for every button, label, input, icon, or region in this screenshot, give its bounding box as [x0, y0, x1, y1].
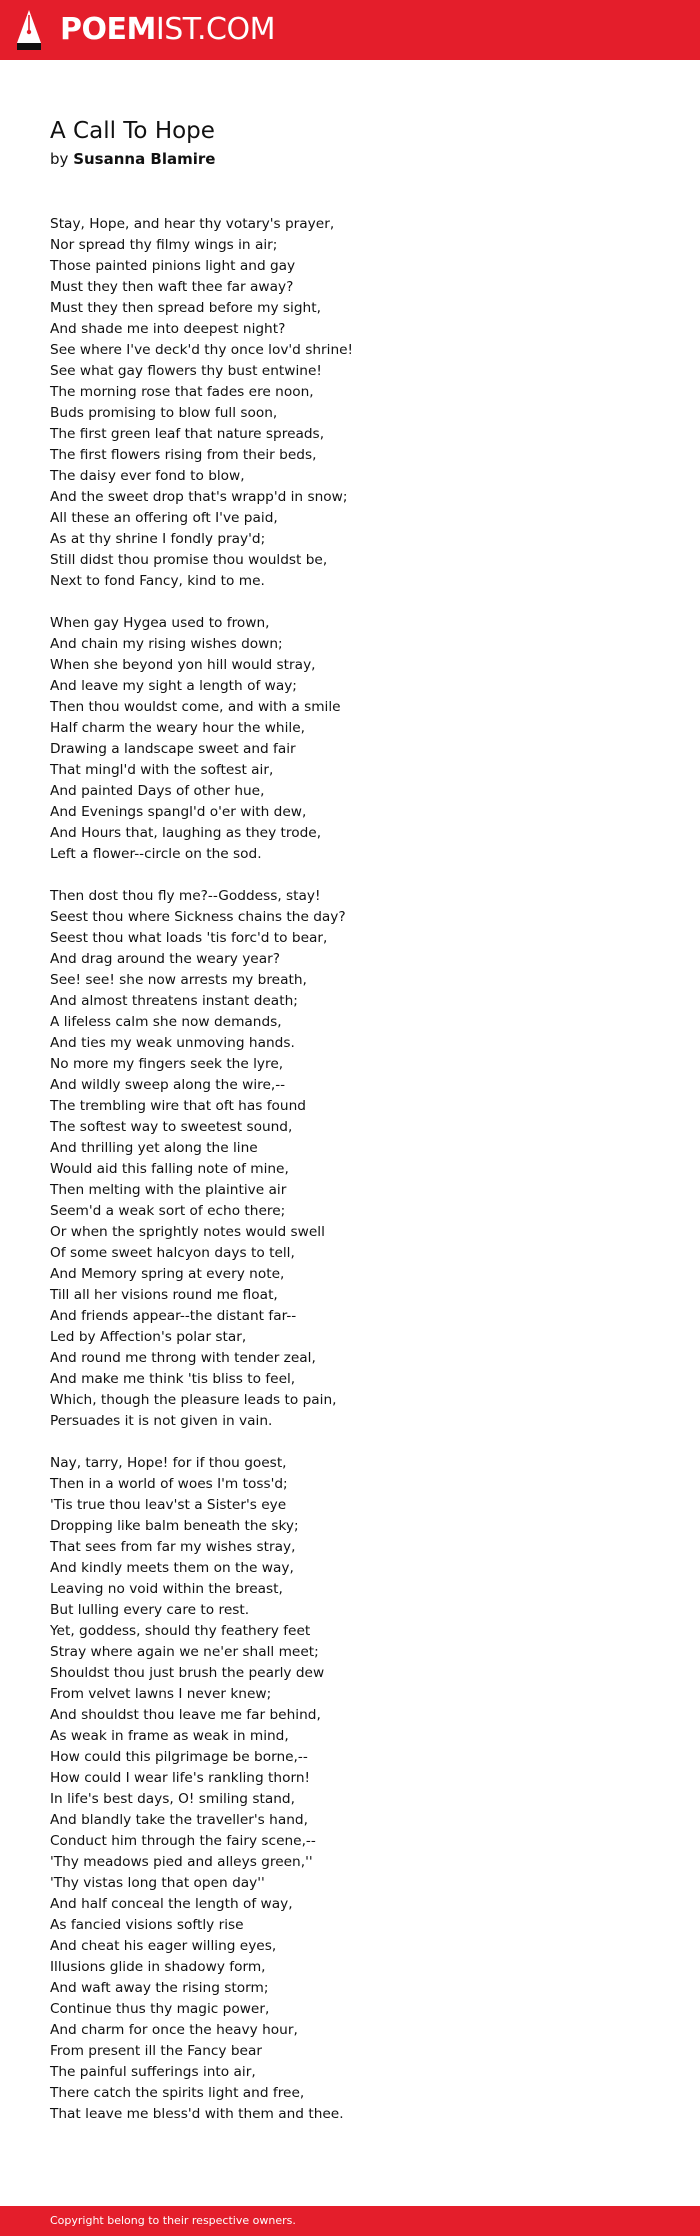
poem-line: And ties my weak unmoving hands.: [50, 1035, 295, 1051]
poem-line: But lulling every care to rest.: [50, 1602, 250, 1618]
poem-line: See what gay flowers thy bust entwine!: [50, 363, 322, 379]
site-logo[interactable]: [14, 9, 275, 51]
stanza: [50, 214, 650, 592]
poem-line: And cheat his eager willing eyes,: [50, 1938, 277, 1954]
poem-line: And half conceal the length of way,: [50, 1896, 293, 1912]
poem-line: Continue thus thy magic power,: [50, 2001, 270, 2017]
poem-line: Of some sweet halcyon days to tell,: [50, 1245, 295, 1261]
poem-line: Persuades it is not given in vain.: [50, 1413, 273, 1429]
poem-line: Till all her visions round me float,: [50, 1287, 278, 1303]
poem-line: Conduct him through the fairy scene,--: [50, 1833, 316, 1849]
site-logo-text: [60, 9, 275, 51]
pen-nib-icon: [14, 9, 44, 51]
poem-line: See! see! she now arrests my breath,: [50, 972, 307, 988]
site-header: [0, 0, 700, 60]
poem-line: 'Thy vistas long that open day'': [50, 1875, 265, 1891]
poem-body: [50, 214, 650, 2125]
poem-line: The painful sufferings into air,: [50, 2064, 256, 2080]
logo-text-light: IST.COM: [155, 12, 275, 47]
poem-line: The morning rose that fades ere noon,: [50, 384, 314, 400]
poem-line: Left a flower--circle on the sod.: [50, 846, 262, 862]
poem-line: Must they then spread before my sight,: [50, 300, 321, 316]
poem-line: And chain my rising wishes down;: [50, 636, 283, 652]
poem-line: Half charm the weary hour the while,: [50, 720, 305, 736]
poem-line: How could I wear life's rankling thorn!: [50, 1770, 310, 1786]
logo-text-bold: POEM: [60, 12, 156, 47]
poem-line: Stay, Hope, and hear thy votary's prayer,: [50, 216, 335, 232]
stanza: [50, 613, 650, 865]
site-footer: [0, 2206, 700, 2236]
poem-line: All these an offering oft I've paid,: [50, 510, 278, 526]
poem-line: And Evenings spangl'd o'er with dew,: [50, 804, 307, 820]
author-name: Susanna Blamire: [73, 150, 216, 168]
poem-line: Seest thou what loads 'tis forc'd to bear,: [50, 930, 328, 946]
poem-line: And blandly take the traveller's hand,: [50, 1812, 308, 1828]
copyright-notice: Copyright belong to their respective owners.: [50, 2214, 296, 2227]
poem-line: Then thou wouldst come, and with a smile: [50, 699, 341, 715]
poem-line: And kindly meets them on the way,: [50, 1560, 294, 1576]
poem-line: And almost threatens instant death;: [50, 993, 298, 1009]
poem-line: No more my fingers seek the lyre,: [50, 1056, 284, 1072]
poem-line: Must they then waft thee far away?: [50, 279, 294, 295]
poem-line: Seem'd a weak sort of echo there;: [50, 1203, 286, 1219]
poem-line: Led by Affection's polar star,: [50, 1329, 247, 1345]
poem-line: From velvet lawns I never knew;: [50, 1686, 272, 1702]
poem-line: Which, though the pleasure leads to pain,: [50, 1392, 337, 1408]
poem-line: And shouldst thou leave me far behind,: [50, 1707, 321, 1723]
poem-line: Nay, tarry, Hope! for if thou goest,: [50, 1455, 287, 1471]
poem-line: Yet, goddess, should thy feathery feet: [50, 1623, 311, 1639]
poem-line: And leave my sight a length of way;: [50, 678, 297, 694]
poem-line: When gay Hygea used to frown,: [50, 615, 270, 631]
poem-line: A lifeless calm she now demands,: [50, 1014, 282, 1030]
poem-line: And wildly sweep along the wire,--: [50, 1077, 286, 1093]
stanza: [50, 886, 650, 1432]
poem-line: Then melting with the plaintive air: [50, 1182, 287, 1198]
poem-line: As fancied visions softly rise: [50, 1917, 244, 1933]
poem-line: Those painted pinions light and gay: [50, 258, 296, 274]
poem-line: 'Tis true thou leav'st a Sister's eye: [50, 1497, 287, 1513]
poem-line: And friends appear--the distant far--: [50, 1308, 297, 1324]
poem-line: Stray where again we ne'er shall meet;: [50, 1644, 319, 1660]
poem-line: Leaving no void within the breast,: [50, 1581, 283, 1597]
poem-line: There catch the spirits light and free,: [50, 2085, 305, 2101]
poem-line: See where I've deck'd thy once lov'd shrine!: [50, 342, 354, 358]
poem-line: Nor spread thy filmy wings in air;: [50, 237, 278, 253]
poem-line: From present ill the Fancy bear: [50, 2043, 262, 2059]
poem-line: And make me think 'tis bliss to feel,: [50, 1371, 296, 1387]
poem-line: That sees from far my wishes stray,: [50, 1539, 296, 1555]
poem-title: A Call To Hope: [50, 118, 215, 144]
poem-line: The softest way to sweetest sound,: [50, 1119, 293, 1135]
poem-line: And Memory spring at every note,: [50, 1266, 285, 1282]
poem-line: And drag around the weary year?: [50, 951, 280, 967]
poem-line: The first flowers rising from their beds,: [50, 447, 317, 463]
poem-line: Still didst thou promise thou wouldst be,: [50, 552, 328, 568]
poem-line: Dropping like balm beneath the sky;: [50, 1518, 299, 1534]
poem-line: And round me throng with tender zeal,: [50, 1350, 316, 1366]
poem-line: And charm for once the heavy hour,: [50, 2022, 298, 2038]
poem-line: As at thy shrine I fondly pray'd;: [50, 531, 266, 547]
poem-line: When she beyond yon hill would stray,: [50, 657, 316, 673]
poem-line: Drawing a landscape sweet and fair: [50, 741, 296, 757]
poem-line: And the sweet drop that's wrapp'd in snow;: [50, 489, 348, 505]
poem-line: The trembling wire that oft has found: [50, 1098, 306, 1114]
byline: [50, 148, 650, 170]
poem-line: The daisy ever fond to blow,: [50, 468, 245, 484]
poem-line: Illusions glide in shadowy form,: [50, 1959, 266, 1975]
poem-line: Would aid this falling note of mine,: [50, 1161, 289, 1177]
poem-line: Shouldst thou just brush the pearly dew: [50, 1665, 325, 1681]
poem-line: And painted Days of other hue,: [50, 783, 265, 799]
poem-line: And shade me into deepest night?: [50, 321, 286, 337]
poem-line: Buds promising to blow full soon,: [50, 405, 278, 421]
poem-line: The first green leaf that nature spreads,: [50, 426, 325, 442]
poem-line: In life's best days, O! smiling stand,: [50, 1791, 295, 1807]
poem-content: [50, 116, 650, 2146]
poem-line: Seest thou where Sickness chains the day?: [50, 909, 346, 925]
poem-line: 'Thy meadows pied and alleys green,'': [50, 1854, 313, 1870]
poem-line: That mingl'd with the softest air,: [50, 762, 274, 778]
poem-line: As weak in frame as weak in mind,: [50, 1728, 289, 1744]
poem-line: That leave me bless'd with them and thee.: [50, 2106, 344, 2122]
poem-line: Or when the sprightly notes would swell: [50, 1224, 325, 1240]
poem-line: And thrilling yet along the line: [50, 1140, 258, 1156]
poem-line: And Hours that, laughing as they trode,: [50, 825, 322, 841]
poem-line: How could this pilgrimage be borne,--: [50, 1749, 308, 1765]
poem-line: Then in a world of woes I'm toss'd;: [50, 1476, 288, 1492]
poem-line: And waft away the rising storm;: [50, 1980, 269, 1996]
stanza: [50, 1453, 650, 2125]
poem-line: Then dost thou fly me?--Goddess, stay!: [50, 888, 321, 904]
poem-line: Next to fond Fancy, kind to me.: [50, 573, 265, 589]
by-label: by: [50, 150, 69, 168]
